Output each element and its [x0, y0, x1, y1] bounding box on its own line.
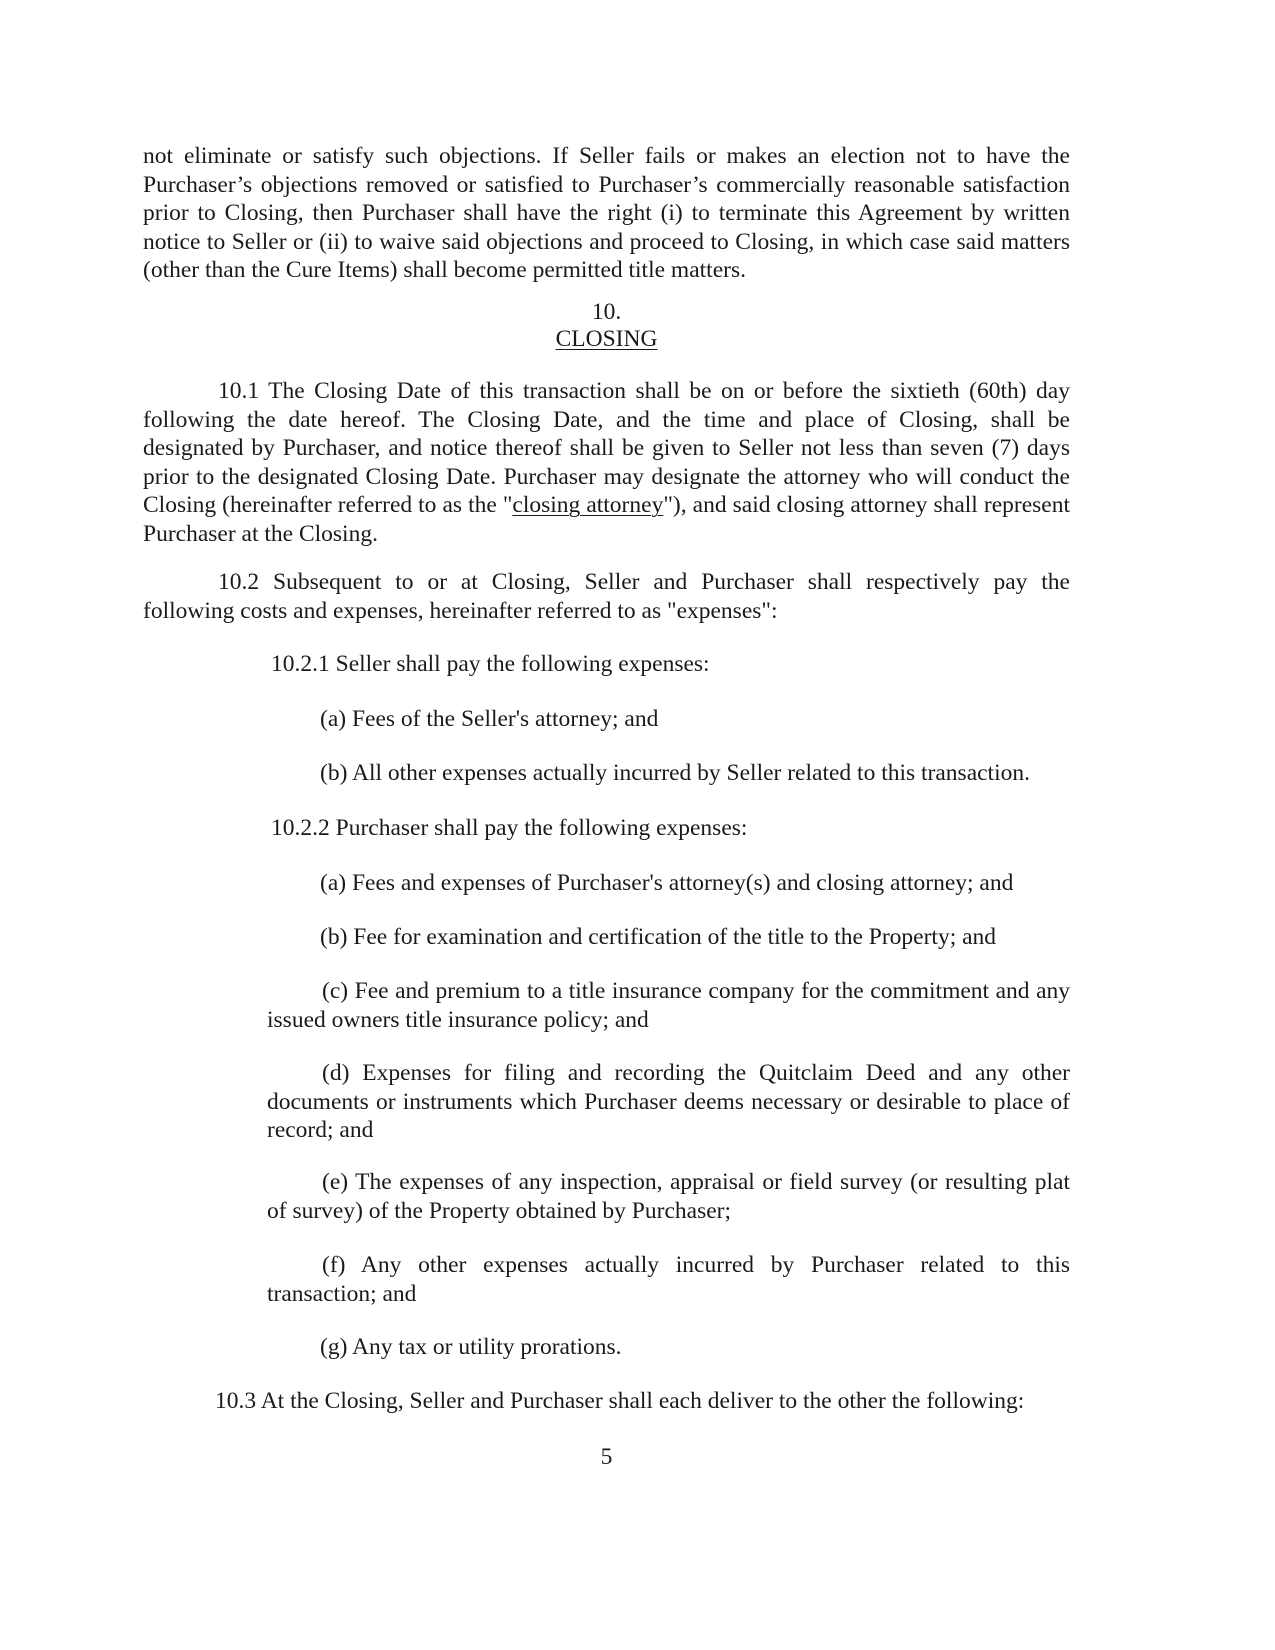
section-title-text: CLOSING [555, 326, 658, 352]
list-item-seller-a: (a) Fees of the Seller's attorney; and [320, 706, 659, 732]
list-item-purchaser-c: (c) Fee and premium to a title insurance company for the commitment and any issued owners title insurance policy; and [267, 978, 1070, 1033]
paragraph-10-2-1-heading: 10.2.1 Seller shall pay the following expenses: [271, 651, 710, 677]
paragraph-10-2-2-heading: 10.2.2 Purchaser shall pay the following expenses: [271, 815, 748, 841]
paragraph-10-1 [143, 377, 1070, 548]
list-item-purchaser-a: (a) Fees and expenses of Purchaser's attorney(s) and closing attorney; and [320, 870, 1014, 896]
list-item-purchaser-f: (f) Any other expenses actually incurred by Purchaser related to this transaction; and [267, 1252, 1070, 1307]
list-item-purchaser-e: (e) The expenses of any inspection, appraisal or field survey (or resulting plat of survey) of the Property obtained by Purchaser; [267, 1169, 1070, 1224]
paragraph-10-1-text-start: 10.1 The Closing Date of this transaction shall be on or before the sixtieth (60th) day following the date hereof. The Closing Date, and the time and place of Closing, shall be designated by Purchaser, and notice thereof shall be given to Seller not less than seven (7) days prior to the designated Closing Date. Purchaser may designate the attorney who will conduct the Closing (hereinafter referred to as the " [143, 378, 1070, 518]
continuation-paragraph: not eliminate or satisfy such objections. If Seller fails or makes an election not to have the Purchaser’s objections removed or satisfied to Purchaser’s commercially reasonable satisfaction prior to Closing, then Purchaser shall have the right (i) to terminate this Agreement by written notice to Seller or (ii) to waive said objections and proceed to Closing, in which case said matters (other than the Cure Items) shall become permitted title matters. [143, 143, 1070, 283]
list-item-purchaser-b: (b) Fee for examination and certification of the title to the Property; and [320, 924, 997, 950]
page-number: 5 [600, 1444, 613, 1470]
section-title [143, 325, 1070, 354]
paragraph-10-2: 10.2 Subsequent to or at Closing, Seller and Purchaser shall respectively pay the following costs and expenses, hereinafter referred to as "expenses": [143, 569, 1070, 624]
list-item-purchaser-d: (d) Expenses for filing and recording the Quitclaim Deed and any other documents or instruments which Purchaser deems necessary or desirable to place of record; and [267, 1060, 1070, 1143]
paragraph-10-1-text-end: "), and said closing attorney shall represent Purchaser at the Closing. [143, 492, 1070, 547]
section-number: 10. [591, 299, 622, 325]
list-item-purchaser-g: (g) Any tax or utility prorations. [320, 1334, 622, 1360]
list-item-seller-b: (b) All other expenses actually incurred by Seller related to this transaction. [320, 760, 1030, 786]
paragraph-10-3: 10.3 At the Closing, Seller and Purchaser shall each deliver to the other the following: [215, 1388, 1025, 1414]
closing-attorney-term: closing attorney [512, 492, 664, 518]
